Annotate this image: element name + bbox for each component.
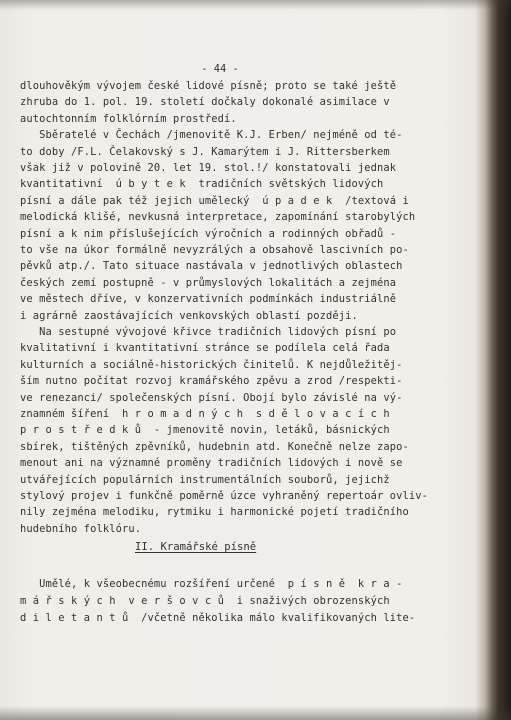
text-line: písní a k nim příslušejících výročních a rodinných obřadů -: [20, 227, 397, 240]
text-line: melodická klišé, nevkusná interpretace, zapomínání starobylých: [20, 211, 416, 224]
text-line: ším nutno počítat rozvoj kramářského zpěvu a zrod /respekti-: [20, 375, 403, 388]
text-line: Umělé, k všeobecnému rozšíření určené p í s n ě k r a -: [20, 578, 403, 590]
text-line: sbírek, tištěných zpěvníků, hudebnin atd. Konečně nelze zapo-: [20, 440, 409, 453]
text-line: ve městech dříve, v konzervativních podmínkách industriálně: [20, 293, 397, 306]
text-line: zhruba do 1. pol. 19. století dočkaly dokonalé asimilace v: [20, 96, 390, 109]
text-line: to vše na úkor formálně nevyzrálých a obsahově lascivních po-: [20, 244, 409, 256]
text-line: m á ř s k ý c h v e r š o v c ů i snaživých obrozenských: [20, 595, 390, 607]
text-line: kvantitativní ú b y t e k tradičních světských lidových: [20, 178, 384, 191]
text-line: pěvků atp./. Tato situace nastávala v jednotlivých oblastech: [20, 260, 403, 273]
text-line: ve renezanci/ společenských písní. Obojí bylo závislé na vý-: [20, 391, 403, 404]
text-line: dlouhověkým vývojem české lidové písně; proto se také ještě: [20, 80, 397, 92]
text-line: kulturních a sociálně-historických činitelů. K nejdůležitěj-: [20, 358, 403, 371]
text-line: však již v polovině 20. let 19. stol.!/ konstatovali jednak: [20, 162, 397, 174]
text-line: autochtonním folklórním prostředí.: [20, 112, 237, 125]
text-line: menout ani na významné proměny tradičních lidových i nově se: [20, 457, 403, 470]
text-line: stylový projev i funkčně poměrně úzce vyhraněný repertoár ovliv-: [20, 490, 429, 502]
text-line: Na sestupné vývojové křivce tradičních lidových písní po: [20, 326, 397, 338]
text-line: písní a dále pak též jejich umělecký ú p a d e k /textová i: [20, 194, 409, 207]
section-heading: II. Kramářské písně: [135, 541, 257, 553]
text-line: nily zejména melodiku, rytmiku i harmonické pojetí tradičního: [20, 506, 409, 519]
text-line-last: hudebního folklóru.: [20, 522, 142, 535]
text-line: to doby /F.L. Čelakovský s J. Kamarýtem i J. Rittersberkem: [20, 145, 390, 158]
text-line: utvářejících populárních instrumentálních souborů, jejichž: [20, 473, 390, 486]
bottom-edge-shadow: [0, 706, 511, 720]
top-edge-shadow: [0, 0, 511, 10]
page-number: - 44 -: [201, 63, 239, 75]
text-line: d i l e t a n t ů /včetně několika málo kvalifikovaných lite-: [20, 612, 416, 624]
text-line: p r o s t ř e d k ů - jmenovitě novin, letáků, básnických: [20, 424, 390, 437]
text-line: znamném šíření h r o m a d n ý c h s d ě l o v a c í c h: [20, 408, 390, 420]
text-line: i agrárně zaostávajících venkovských oblastí později.: [20, 309, 358, 322]
text-line: Sběratelé v Čechách /jmenovitě K.J. Erben/ nejméně od té-: [20, 129, 403, 142]
text-line: kvalitativní i kvantitativní stránce se podílela celá řada: [20, 342, 390, 355]
text-line: českých zemí postupně - v průmyslových lokalitách a zejména: [20, 276, 397, 289]
